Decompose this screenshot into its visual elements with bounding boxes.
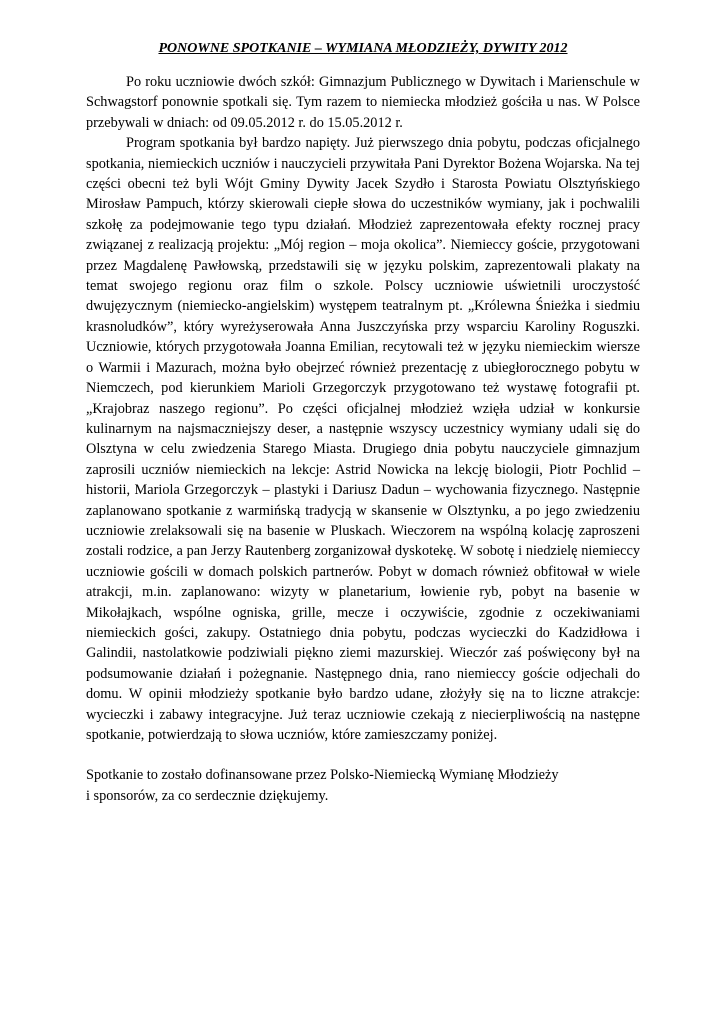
funding-note-line-2: i sponsorów, za co serdecznie dziękujemy.: [86, 787, 329, 804]
funding-note-line-1: Spotkanie to zostało dofinansowane przez Polsko-Niemiecką Wymianę Młodzieży: [86, 767, 559, 784]
document-title: PONOWNE SPOTKANIE – WYMIANA MŁODZIEŻY, DYWITY 2012: [158, 41, 568, 56]
program-paragraph: Program spotkania był bardzo napięty. Już pierwszego dnia pobytu, podczas oficjalnego spotkania, niemieckich uczniów i nauczycieli przywitała Pani Dyrektor Bożena Wojarska. Na tej części obecni też byli Wójt Gminy Dywity Jacek Szydło i Starosta Powiatu Olsztyńskiego Mirosław Pampuch, którzy skierowali ciepłe słowa do uczestników wymiany, jak i pochwalili szkołę za podejmowanie tego typu działań. Młodzież zaprezentowała efekty rocznej pracy związanej z realizacją projektu: „Mój region – moja okolica”. Niemieccy goście, przygotowani przez Magdalenę Pawłowską, przedstawili się w języku polskim, zaprezentowali plakaty na temat swojego regionu oraz film o szkole. Polscy uczniowie uświetnili uroczystość dwujęzycznym (niemiecko-angielskim) występem teatralnym pt. „Królewna Śnieżka i siedmiu krasnoludków”, który wyreżyserowała Anna Juszczyńska przy wsparciu Karoliny Roguszki. Uczniowie, których przygotowała Joanna Emilian, recytowali też w języku niemieckim wiersze o Warmii i Mazurach, można było obejrzeć również prezentację z ubiegłorocznego pobytu w Niemczech, pod kierunkiem Marioli Grzegorczyk przygotowano też wystawę fotografii pt. „Krajobraz naszego regionu”. Po części oficjalnej młodzież wzięła udział w konkursie kulinarnym na najsmaczniejszy deser, a następnie wszyscy uczestnicy wymiany udali się do Olsztyna w celu zwiedzenia Starego Miasta. Drugiego dnia pobytu nauczyciele gimnazjum zaprosili uczniów niemieckich na lekcje: Astrid Nowicka na lekcję biologii, Piotr Pochlid – historii, Mariola Grzegorczyk – plastyki i Dariusz Dadun – wychowania fizycznego. Następnie zaplanowano spotkanie z warmińską tradycją w skansenie w Olsztynku, a po jego zwiedzeniu uczniowie zrelaksowali się na basenie w Pluskach. Wieczorem na wspólną kolację zaproszeni zostali rodzice, a pan Jerzy Rautenberg zorganizował dyskotekę. W sobotę i niedzielę niemieccy uczniowie gościli w domach polskich partnerów. Pobyt w domach również obfitował w wiele atrakcji, m.in. zaplanowano: wizyty w planetarium, łowienie ryb, pobyt na basenie w Mikołajkach, wspólne ogniska, grille, mecze i oczywiście, zgodnie z oczekiwaniami niemieckich gości, zakupy. Ostatniego dnia pobytu, podczas wycieczki do Kadzidłowa i Galindii, nastolatkowie podziwiali piękno ziemi mazurskiej. Wieczór zaś poświęcony był na podsumowanie działań i pożegnanie. Następnego dnia, rano niemieccy goście odjechali do domu. W opinii młodzieży spotkanie było bardzo udane, złożyły się na to liczne atrakcje: wycieczki i zabawy integracyjne. Już teraz uczniowie czekają z niecierpliwością na następne spotkanie, potwierdzają to słowa uczniów, które zamieszczamy poniżej.: [86, 135, 640, 743]
funding-note: [86, 765, 640, 806]
document-page: [86, 38, 640, 806]
intro-paragraph: Po roku uczniowie dwóch szkół: Gimnazjum Publicznego w Dywitach i Marienschule w Schwagstorf ponownie spotkali się. Tym razem to niemiecka młodzież gościła u nas. W Polsce przebywali w dniach: od 09.05.2012 r. do 15.05.2012 r.: [86, 74, 640, 131]
